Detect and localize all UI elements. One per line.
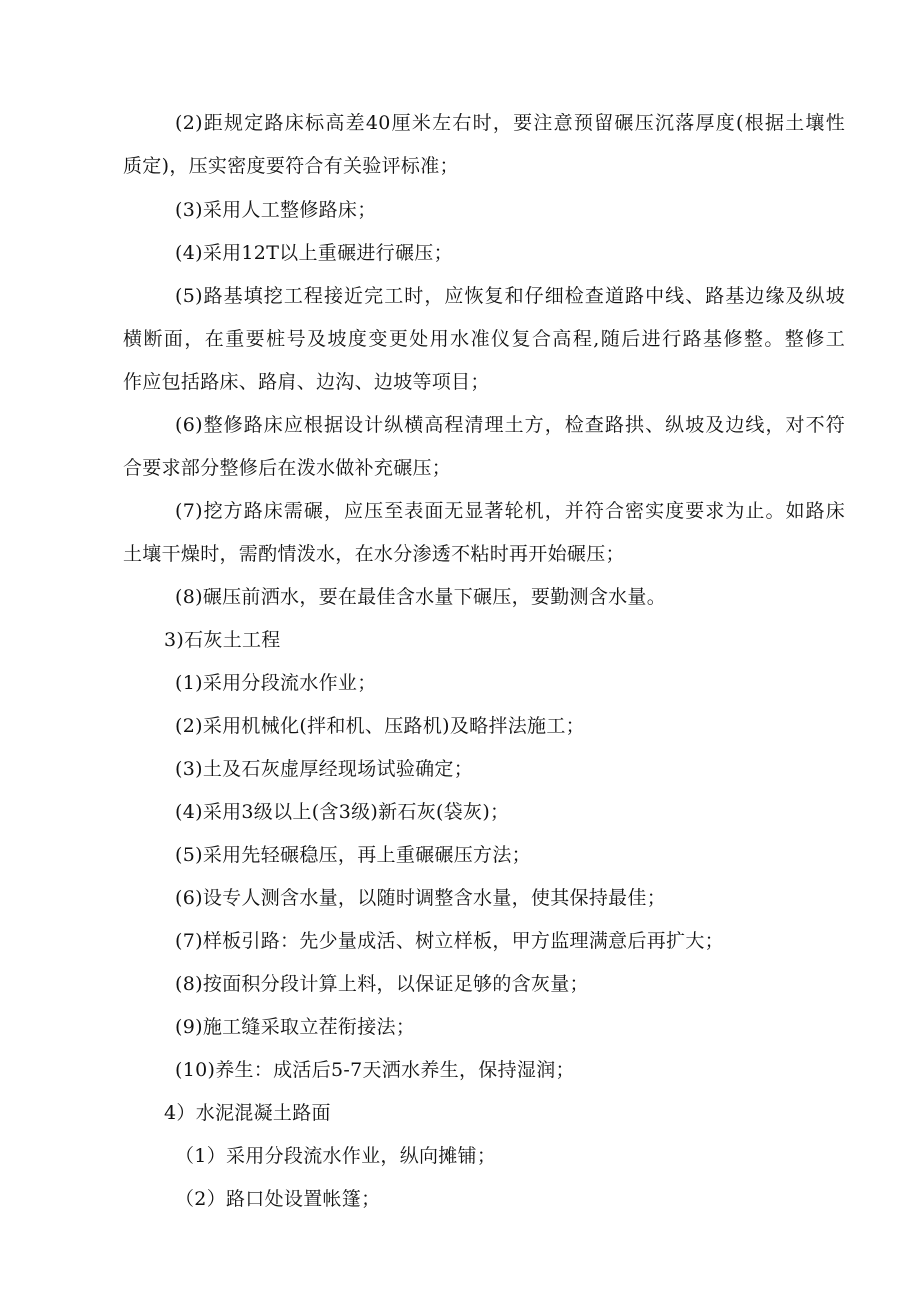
section-heading: 3)石灰土工程 <box>164 629 281 651</box>
list-item: (7)样板引路：先少量成活、树立样板，甲方监理满意后再扩大； <box>175 930 724 952</box>
list-item: (10)养生：成活后5-7天洒水养生，保持湿润； <box>175 1059 575 1081</box>
list-item: (8)按面积分段计算上料，以保证足够的含灰量； <box>175 973 589 995</box>
list-item: (5)采用先轻碾稳压，再上重碾碾压方法； <box>175 844 531 866</box>
list-item: (4)采用3级以上(含3级)新石灰(袋灰)； <box>175 801 510 823</box>
paragraph-line: (8)碾压前洒水，要在最佳含水量下碾压，要勤测含水量。 <box>175 586 667 608</box>
paragraph-line: (7)挖方路床需碾，应压至表面无显著轮机，并符合密实度要求为止。如路床 <box>175 500 845 522</box>
paragraph-line: 土壤干燥时，需酌情泼水，在水分渗透不粘时再开始碾压； <box>123 543 625 565</box>
paragraph-line: 横断面，在重要桩号及坡度变更处用水准仪复合高程,随后进行路基修整。整修工 <box>123 328 845 350</box>
paragraph-line: 质定)，压实密度要符合有关验评标准； <box>123 155 459 177</box>
list-item: (2)采用机械化(拌和机、压路机)及略拌法施工； <box>175 715 585 737</box>
paragraph-line: (5)路基填挖工程接近完工时，应恢复和仔细检查道路中线、路基边缘及纵坡 <box>175 285 845 307</box>
paragraph-line: (2)距规定路床标高差40厘米左右时，要注意预留碾压沉落厚度(根据土壤性 <box>175 112 845 134</box>
paragraph-line: (3)采用人工整修路床； <box>175 199 377 221</box>
paragraph-line: 合要求部分整修后在泼水做补充碾压； <box>123 457 452 479</box>
section-heading: 4）水泥混凝土路面 <box>164 1102 331 1124</box>
list-item: (6)设专人测含水量，以随时调整含水量，使其保持最佳； <box>175 887 667 909</box>
list-item: （2）路口处设置帐篷； <box>175 1188 381 1210</box>
list-item: (1)采用分段流水作业； <box>175 672 377 694</box>
list-item: (3)土及石灰虚厚经现场试验确定； <box>175 758 474 780</box>
paragraph-line: (6)整修路床应根据设计纵横高程清理土方，检查路拱、纵坡及边线，对不符 <box>175 414 845 436</box>
list-item: (9)施工缝采取立茬衔接法； <box>175 1016 416 1038</box>
paragraph-line: (4)采用12T以上重碾进行碾压； <box>175 242 453 264</box>
paragraph-line: 作应包括路床、路肩、边沟、边坡等项目； <box>123 371 490 393</box>
list-item: （1）采用分段流水作业，纵向摊铺； <box>175 1145 497 1167</box>
